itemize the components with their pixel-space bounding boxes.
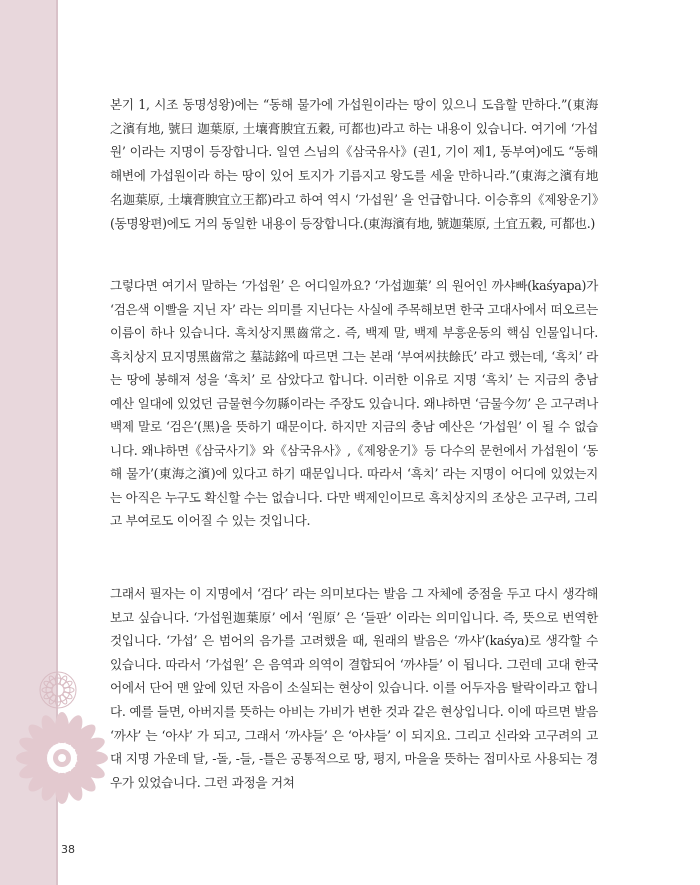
paragraph-2	[110, 274, 598, 533]
page-number: 38	[61, 843, 75, 856]
lotus-ornament-icon	[16, 712, 108, 804]
paragraph-text: 그렇다면 여기서 말하는 ‘가섭원’ 은 어디일까요? ‘가섭迦葉’ 의 원어인 까샤빠(kaśyapa)가 ‘검은색 이빨을 지닌 자’ 라는 의미를 지닌다는 사실에 주목해보면 한국 고대사에서 떠오르는 이름이 하나 있습니다. 흑치상지黑齒常之. 즉, 백제 말, 백제 부흥운동의 핵심 인물입니다. 흑치상지 묘지명黑齒常之 墓誌銘에 따르면 그는 본래 ‘부여씨扶餘氏’ 라고 했는데, ‘흑치’ 라는 땅에 봉해져 성을 ‘흑치’ 로 삼았다고 합니다. 이러한 이유로 지명 ‘흑치’ 는 지금의 충남 예산 일대에 있었던 금물현今勿縣이라는 주장도 있습니다. 왜냐하면 ‘금물今勿’ 은 고구려나 백제 말로 ‘검은’(黑)을 뜻하기 때문이다. 하지만 지금의 충남 예산은 ‘가섭원’ 이 될 수 없습니다. 왜냐하면《삼국사기》와《삼국유사》,《제왕운기》등 다수의 문헌에서 가섭원이 ‘동해 물가’(東海之濱)에 있다고 하기 때문입니다. 따라서 ‘흑치’ 라는 지명이 어디에 있었는지는 아직은 누구도 확신할 수는 없습니다. 다만 백제인이므로 흑치상지의 조상은 고구려, 그리고 부여로도 이어질 수 있는 것입니다.	[110, 278, 598, 528]
rosette-ornament-icon	[38, 670, 78, 710]
paragraph-1	[110, 93, 598, 235]
paragraph-3	[110, 582, 598, 794]
paragraph-text: 그래서 필자는 이 지명에서 ‘검다’ 라는 의미보다는 발음 그 자체에 중점을 두고 다시 생각해보고 싶습니다. ‘가섭원迦葉原’ 에서 ‘원原’ 은 ‘들판’ 이라는 의미입니다. 즉, 뜻으로 번역한 것입니다. ‘가섭’ 은 범어의 음가를 고려했을 때, 원래의 발음은 ‘까샤’(kaśya)로 생각할 수 있습니다. 따라서 ‘가섭원’ 은 음역과 의역이 결합되어 ‘까샤들’ 이 됩니다. 그런데 고대 한국어에서 단어 맨 앞에 있던 자음이 소실되는 현상이 있습니다. 이를 어두자음 탈락이라고 합니다. 예를 들면, 아버지를 뜻하는 아비는 가비가 변한 것과 같은 현상입니다. 이에 따르면 발음 ‘까샤’ 는 ‘아샤’ 가 되고, 그래서 ‘까샤들’ 은 ‘아샤들’ 이 되지요. 그리고 신라와 고구려의 고대 지명 가운데 달, -돌, -들, -틀은 공통적으로 땅, 평지, 마을을 뜻하는 접미사로 사용되는 경우가 있었습니다. 그런 과정을 거쳐	[110, 586, 598, 790]
paragraph-text: 본기 1, 시조 동명성왕)에는 “동해 물가에 가섭원이라는 땅이 있으니 도읍할 만하다.”(東海之濱有地, 號曰 迦葉原, 土壤膏腴宜五穀, 可都也)라고 하는 내용이 있습니다. 여기에 ‘가섭원’ 이라는 지명이 등장합니다. 일연 스님의《삼국유사》(권1, 기이 제1, 동부여)에도 “동해 해변에 가섭원이라 하는 땅이 있어 토지가 기름지고 왕도를 세울 만하니라.”(東海之濱有地名迦葉原, 土壤膏腴宜立王都)라고 하여 역시 ‘가섭원’ 을 언급합니다. 이승휴의《제왕운기》(동명왕편)에도 거의 동일한 내용이 등장합니다.(東海濱有地, 號迦葉原, 土宜五穀, 可都也.)	[110, 97, 598, 231]
